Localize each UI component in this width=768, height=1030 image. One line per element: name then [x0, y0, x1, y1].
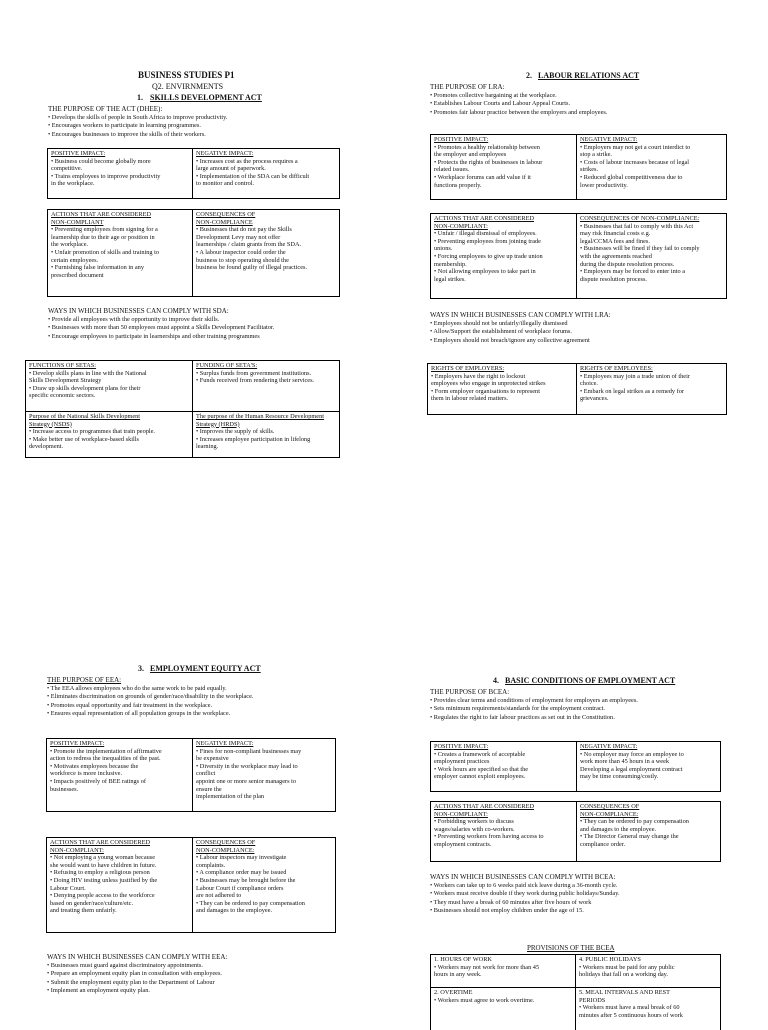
list-item: lower productivity. [580, 181, 628, 189]
list-item: work more than 45 hours in a week [580, 758, 670, 766]
section-1-impact-table [47, 148, 340, 199]
consequences-heading-2: NON-COMPLIANCE [196, 218, 253, 226]
rights-employers-heading: RIGHTS OF EMPLOYERS: [431, 365, 505, 372]
list-item: them in labour related matters. [431, 395, 509, 403]
negative-impact-cell [577, 135, 728, 190]
section-2-ways-list [430, 320, 590, 345]
nsds-heading: Purpose of the National Skills Development [29, 413, 141, 420]
list-item: • Reduced global competitiveness due to [580, 173, 683, 181]
list-item: to monitor and control. [196, 180, 255, 188]
list-item: • Workers can take up to 6 weeks paid sick leave during a 36-month cycle. [430, 882, 618, 889]
list-item: • Prepare an employment equity plan in consultation with employees. [47, 970, 222, 978]
provision-holidays-cell [576, 955, 722, 980]
section-2-compliance-table [430, 213, 727, 299]
actions-heading: ACTIONS THAT ARE CONSIDERED [51, 211, 151, 218]
list-item: • Promotes a healthy relationship between [434, 143, 540, 151]
rights-employees-cell [577, 364, 728, 404]
list-item: the workplace. [51, 241, 89, 249]
section-4-ways-list [430, 882, 620, 916]
section-3-number: 3. [138, 664, 144, 673]
list-item: • Refusing to employ a religious person [50, 869, 150, 877]
section-2-rights-table [427, 363, 727, 415]
list-item: • Make better use of workplace-based skills [29, 435, 139, 443]
list-item: • Allow/Support the establishment of workplace forums. [430, 328, 572, 336]
list-item: choice. [580, 380, 599, 388]
list-item: implementation of the plan [196, 793, 265, 801]
section-1-title: SKILLS DEVELOPMENT ACT [150, 93, 262, 102]
list-item: • Forcing employees to give up trade union [434, 252, 543, 260]
list-item: membership. [434, 260, 467, 268]
list-item: and treating them unfairly. [50, 907, 117, 915]
positive-impact-heading: POSITIVE IMPACT: [51, 150, 106, 157]
list-item: • Promote the implementation of affirmative [50, 747, 162, 755]
list-item: functions properly. [434, 181, 482, 189]
list-item: • Trains employees to improve productivity [51, 172, 161, 180]
section-1-ways-list [48, 316, 274, 341]
list-item: • Employees may join a trade union of their [580, 372, 690, 380]
list-item: employees who engage in unprotected strikes [431, 380, 546, 388]
nsds-heading-2: Strategy (NSDS) [29, 420, 72, 428]
section-4-impact-table [430, 741, 721, 792]
section-1-ways-heading: WAYS IN WHICH BUSINESSES CAN COMPLY WITH SDA: [48, 307, 229, 315]
list-item: • Protects the rights of businesses in labour [434, 158, 543, 166]
list-item: • Workers must agree to work overtime. [434, 996, 535, 1004]
section-2-title: LABOUR RELATIONS ACT [538, 71, 640, 80]
section-1-compliance-table [47, 209, 340, 297]
list-item: • Preventing workers from having access to [434, 833, 544, 841]
list-item: learning. [196, 443, 219, 451]
list-item: • Not allowing employees to take part in [434, 268, 536, 276]
list-item: • Increase access to programmes that train people. [29, 428, 155, 436]
provision-meal-cell [576, 988, 722, 1020]
section-2-impact-table [430, 134, 727, 200]
list-item: legal strikes. [434, 275, 466, 283]
actions-heading: ACTIONS THAT ARE CONSIDERED [434, 215, 534, 222]
section-4-purpose-list [430, 697, 638, 722]
list-item: are not adhered to [196, 892, 242, 900]
list-item: • Workplace forums can add value if it [434, 173, 531, 181]
list-item: • Costs of labour increases because of legal [580, 158, 690, 166]
list-item: be expensive [196, 755, 229, 763]
list-item: • Businesses with more than 50 employees must appoint a Skills Development Facilitator. [48, 324, 275, 332]
list-item: • Promotes fair labour practice between the employers and employees. [430, 108, 608, 116]
list-item: • Workers may not work for more than 45 [434, 963, 540, 971]
list-item: employer cannot exploit employees. [434, 773, 526, 781]
list-item: • Business could become globally more [51, 157, 151, 165]
list-item: • Submit the employment equity plan to the Department of Labour [47, 978, 215, 986]
list-item: large amount of paperwork. [196, 165, 266, 173]
list-item: • Not employing a young woman because [50, 854, 156, 862]
list-item: • Establishes Labour Courts and Labour Appeal Courts. [430, 100, 571, 108]
consequences-cell [577, 802, 722, 850]
list-item: • Businesses must guard against discriminatory appointments. [47, 962, 203, 969]
list-item: employment contracts. [434, 840, 492, 848]
list-item: the employer and employees [434, 151, 507, 159]
actions-heading-2: NON-COMPLIANT: [434, 222, 488, 230]
list-item: • Encourages workers to participate in learning programmes. [48, 122, 201, 130]
list-item: • Implement an employment equity plan. [47, 987, 150, 995]
list-item: • Provides clear terms and conditions of employment for employers an employees. [430, 697, 638, 704]
list-item: Development Levy may not offer [196, 233, 281, 241]
section-4-number: 4. [493, 676, 499, 685]
provision-hours-heading: 1. HOURS OF WORK [434, 956, 492, 963]
list-item: conflict [196, 770, 216, 778]
negative-impact-heading: NEGATIVE IMPACT: [196, 740, 254, 747]
list-item: workforce is more inclusive. [50, 770, 123, 778]
list-item: minutes after 5 continuous hours of work [579, 1011, 683, 1019]
list-item: may risk financial costs e.g. [580, 230, 651, 238]
positive-impact-cell [48, 149, 192, 189]
list-item: • They must have a break of 60 minutes after five hours of work [430, 898, 592, 906]
setas-functions-heading: FUNCTIONS OF SETAS: [29, 362, 97, 369]
list-item: holidays that fall on a working day. [579, 971, 668, 979]
list-item: • Businesses will be fined if they fail to comply [580, 245, 700, 253]
consequences-heading: CONSEQUENCES OF NON-COMPLIANCE: [580, 215, 700, 222]
list-item: • Develop skills plans in line with the National [29, 369, 147, 377]
provision-meal-heading-2: PERIODS [579, 996, 606, 1004]
list-item: • Employers may be forced to enter into a [580, 268, 686, 276]
list-item: • Employers should not breach/ignore any collective agreement [430, 336, 590, 344]
consequences-heading: CONSEQUENCES OF [580, 803, 640, 810]
consequences-cell [193, 838, 337, 916]
list-item: • Furnishing false information in any [51, 264, 144, 272]
list-item: ensure the [196, 785, 222, 793]
actions-heading-2: NON-COMPLIANT: [50, 846, 104, 854]
section-3-ways-list [47, 962, 222, 996]
list-item: dispute resolution process. [580, 275, 647, 283]
negative-impact-heading: NEGATIVE IMPACT: [580, 743, 638, 750]
provision-overtime-cell [431, 988, 575, 1005]
list-item: • Fines for non-compliant businesses may [196, 747, 302, 755]
list-item: • Doing HIV testing unless justified by the [50, 876, 158, 884]
list-item: learnerships / claim grants from the SDA. [196, 241, 302, 249]
list-item: • Funds received from rendering their services. [196, 377, 315, 385]
provision-overtime-heading: 2. OVERTIME [434, 989, 473, 996]
section-2-purpose-heading: THE PURPOSE OF LRA: [430, 83, 505, 91]
list-item: complaints. [196, 861, 226, 869]
actions-noncompliant-cell [47, 838, 192, 916]
list-item: • Motivates employees because the [50, 762, 139, 770]
section-3-purpose-heading: THE PURPOSE OF EEA: [47, 676, 122, 684]
list-item: • Form employer organisations to represent [431, 387, 540, 395]
list-item: businesses. [50, 785, 79, 793]
list-item: stop a strike. [580, 151, 613, 159]
actions-noncompliant-cell [431, 802, 576, 850]
negative-impact-cell [193, 739, 337, 802]
provisions-heading: PROVISIONS OF THE BCEA [527, 944, 615, 952]
list-item: • Implementation of the SDA can be difficult [196, 172, 310, 180]
actions-noncompliant-cell [431, 214, 576, 284]
list-item: prescribed document [51, 271, 104, 279]
list-item: • Surplus funds from government institutions. [196, 369, 312, 377]
section-1-purpose-list [48, 114, 227, 139]
actions-heading: ACTIONS THAT ARE CONSIDERED [50, 839, 150, 846]
list-item: • Workers must receive double if they work during public holidays/Sunday. [430, 890, 620, 898]
list-item: employment practices [434, 758, 490, 766]
list-item: development. [29, 443, 64, 451]
list-item: • Creates a framework of acceptable [434, 750, 526, 758]
rights-employers-cell [428, 364, 576, 404]
section-4-title: BASIC CONDITIONS OF EMPLOYMENT ACT [505, 676, 676, 685]
actions-heading-2: NON-COMPLIANT: [434, 810, 488, 818]
list-item: Labour Court. [50, 884, 86, 892]
negative-impact-heading: NEGATIVE IMPACT: [580, 136, 638, 143]
list-item: and damages to the employee. [196, 907, 273, 915]
page-title: BUSINESS STUDIES P1 [138, 70, 235, 80]
list-item: • A compliance order may be issued [196, 869, 287, 877]
list-item: • Unfair promotion of skills and training to [51, 248, 160, 256]
list-item: • The Director General may change the [580, 833, 679, 841]
list-item: • Employees should not be unfairly/illegally dismissed [430, 320, 568, 327]
negative-impact-cell [577, 742, 722, 782]
list-item: unions. [434, 245, 453, 253]
list-item: • Preventing employees from joining trade [434, 237, 541, 245]
list-item: Skills Development Strategy [29, 377, 102, 385]
section-4-compliance-table [430, 801, 721, 862]
list-item: legal/CCMA fees and fines. [580, 237, 650, 245]
list-item: grievances. [580, 395, 609, 403]
list-item: strikes. [580, 166, 599, 174]
list-item: • Employers have the right to lockout [431, 372, 526, 380]
section-3-impact-table [46, 738, 336, 812]
section-4-purpose-heading: THE PURPOSE OF BCEA: [430, 688, 510, 696]
list-item: Developing a legal employment contract [580, 765, 683, 773]
list-item: • They can be ordered to pay compensation [580, 818, 689, 826]
section-2-purpose-list [430, 92, 607, 117]
list-item: business be found guilty of illegal practices. [196, 264, 308, 272]
positive-impact-heading: POSITIVE IMPACT: [434, 743, 489, 750]
list-item: • Labour inspectors may investigate [196, 854, 287, 862]
list-item: • Employers may not get a court interdict to [580, 143, 691, 151]
setas-funding-cell [193, 361, 341, 386]
hrds-cell [193, 412, 341, 452]
negative-impact-cell [193, 149, 341, 189]
list-item: • Encourage employees to participate in learnerships and other training programmes [48, 332, 260, 340]
list-item: action to redress the inequalities of the past. [50, 755, 161, 763]
provisions-table [430, 954, 721, 1030]
hrds-heading: The purpose of the Human Resource Development [196, 413, 324, 420]
list-item: during the dispute resolution process. [580, 260, 675, 268]
list-item: related issues. [434, 166, 470, 174]
positive-impact-cell [431, 135, 576, 190]
list-item: in the workplace. [51, 180, 95, 188]
list-item: • Preventing employees from signing for a [51, 226, 158, 234]
list-item: compliance order. [580, 840, 626, 848]
provision-meal-heading: 5. MEAL INTERVALS AND REST [579, 989, 670, 996]
list-item: • The EEA allows employees who do the same work to be paid equally. [47, 685, 227, 692]
provision-holidays-heading: 4. PUBLIC HOLIDAYS [579, 956, 641, 963]
list-item: she would want to have children in future. [50, 861, 157, 869]
list-item: • Diversity in the workplace may lead to [196, 762, 298, 770]
list-item: certain employees. [51, 256, 99, 264]
list-item: • Improves the supply of skills. [196, 428, 275, 436]
list-item: • Sets minimum requirements/standards for the employment contract. [430, 705, 605, 713]
positive-impact-cell [431, 742, 576, 782]
list-item: • Regulates the right to fair labour practices as set out in the Constitution. [430, 713, 615, 721]
list-item: • Draw up skills development plans for their [29, 384, 141, 392]
provision-hours-cell [431, 955, 575, 980]
list-item: • Develops the skills of people in South Africa to improve productivity. [48, 114, 228, 121]
list-item: wages/salaries with co-workers. [434, 825, 515, 833]
list-item: hours in any week. [434, 971, 482, 979]
actions-heading-2: NON-COMPLIANT [51, 218, 104, 226]
list-item: business to stop operating should the [196, 256, 289, 264]
consequences-cell [193, 210, 341, 273]
consequences-cell [577, 214, 728, 284]
list-item: • A labour inspector could order the [196, 248, 286, 256]
negative-impact-heading: NEGATIVE IMPACT: [196, 150, 254, 157]
rights-employees-heading: RIGHTS OF EMPLOYEES: [580, 365, 653, 372]
actions-heading: ACTIONS THAT ARE CONSIDERED [434, 803, 534, 810]
list-item: • Work hours are specified so that the [434, 765, 529, 773]
actions-noncompliant-cell [48, 210, 192, 280]
positive-impact-heading: POSITIVE IMPACT: [434, 136, 489, 143]
consequences-heading-2: NON-COMPLIANCE: [580, 810, 639, 818]
section-1-setas-table [25, 360, 340, 458]
list-item: • Eliminates discrimination on grounds of gender/race/disability in the workplace. [47, 693, 254, 701]
section-1-number: 1. [137, 93, 143, 102]
list-item: based on gender/race/culture/etc. [50, 899, 134, 907]
consequences-heading: CONSEQUENCES OF [196, 211, 256, 218]
list-item: • Denying people access to the workforce [50, 892, 155, 900]
list-item: • Increases employee participation in lifelong [196, 435, 311, 443]
list-item: • Unfair / illegal dismissal of employees. [434, 230, 537, 238]
list-item: • Encourages businesses to improve the skills of their workers. [48, 130, 206, 138]
list-item: • Embark on legal strikes as a remedy for [580, 387, 684, 395]
list-item: learnership due to their age or position in [51, 233, 155, 241]
section-3-title: EMPLOYMENT EQUITY ACT [150, 664, 261, 673]
list-item: • Businesses should not employ children under the age of 15. [430, 907, 584, 915]
hrds-heading-2: Strategy (HRDS) [196, 420, 240, 428]
list-item: competitive. [51, 165, 83, 173]
section-2-number: 2. [526, 71, 532, 80]
section-3-ways-heading: WAYS IN WHICH BUSINESSES CAN COMPLY WITH EEA: [47, 953, 228, 961]
setas-funding-heading: FUNDING OF SETA'S: [196, 362, 258, 369]
list-item: specific economic sectors. [29, 392, 96, 400]
list-item: Labour Court if compliance orders [196, 884, 284, 892]
consequences-heading: CONSEQUENCES OF [196, 839, 256, 846]
list-item: • Workers must have a meal break of 60 [579, 1004, 680, 1012]
list-item: • Businesses may be brought before the [196, 876, 296, 884]
nsds-cell [26, 412, 192, 452]
list-item: • Promotes collective bargaining at the workplace. [430, 92, 557, 99]
list-item: • Impacts positively of BEE ratings of [50, 777, 146, 785]
section-2-ways-heading: WAYS IN WHICH BUSINESSES CAN COMPLY WITH LRA: [430, 311, 611, 319]
list-item: • Increases cost as the process requires a [196, 157, 298, 165]
list-item: with the agreements reached [580, 252, 652, 260]
list-item: • Forbidding workers to discuss [434, 818, 514, 826]
section-4-ways-heading: WAYS IN WHICH BUSINESSES CAN COMPLY WITH BCEA: [430, 873, 616, 881]
list-item: • Promotes equal opportunity and fair treatment in the workplace. [47, 701, 213, 709]
list-item: • Businesses that fail to comply with this Act [580, 222, 694, 230]
section-3-compliance-table [46, 837, 336, 933]
list-item: • Workers must be paid for any public [579, 963, 675, 971]
setas-functions-cell [26, 361, 192, 401]
list-item: appoint one or more senior managers to [196, 777, 297, 785]
question-subtitle: Q2. ENVIRNMENTS [152, 82, 224, 91]
section-1-purpose-heading: THE PURPOSE OF THE ACT (DHEE): [48, 105, 163, 113]
list-item: • No employer may force an employee to [580, 750, 684, 758]
consequences-heading-2: NON-COMPLIANCE: [196, 846, 255, 854]
list-item: • They can be ordered to pay compensation [196, 899, 305, 907]
positive-impact-cell [47, 739, 192, 794]
list-item: • Businesses that do not pay the Skills [196, 226, 292, 234]
section-3-purpose-list [47, 685, 253, 719]
positive-impact-heading: POSITIVE IMPACT: [50, 740, 105, 747]
list-item: may be time consuming/costly. [580, 773, 659, 781]
list-item: and damages to the employee. [580, 825, 657, 833]
list-item: • Ensures equal representation of all population groups in the workplace. [47, 710, 231, 718]
list-item: • Provide all employees with the opportunity to improve their skills. [48, 316, 220, 323]
